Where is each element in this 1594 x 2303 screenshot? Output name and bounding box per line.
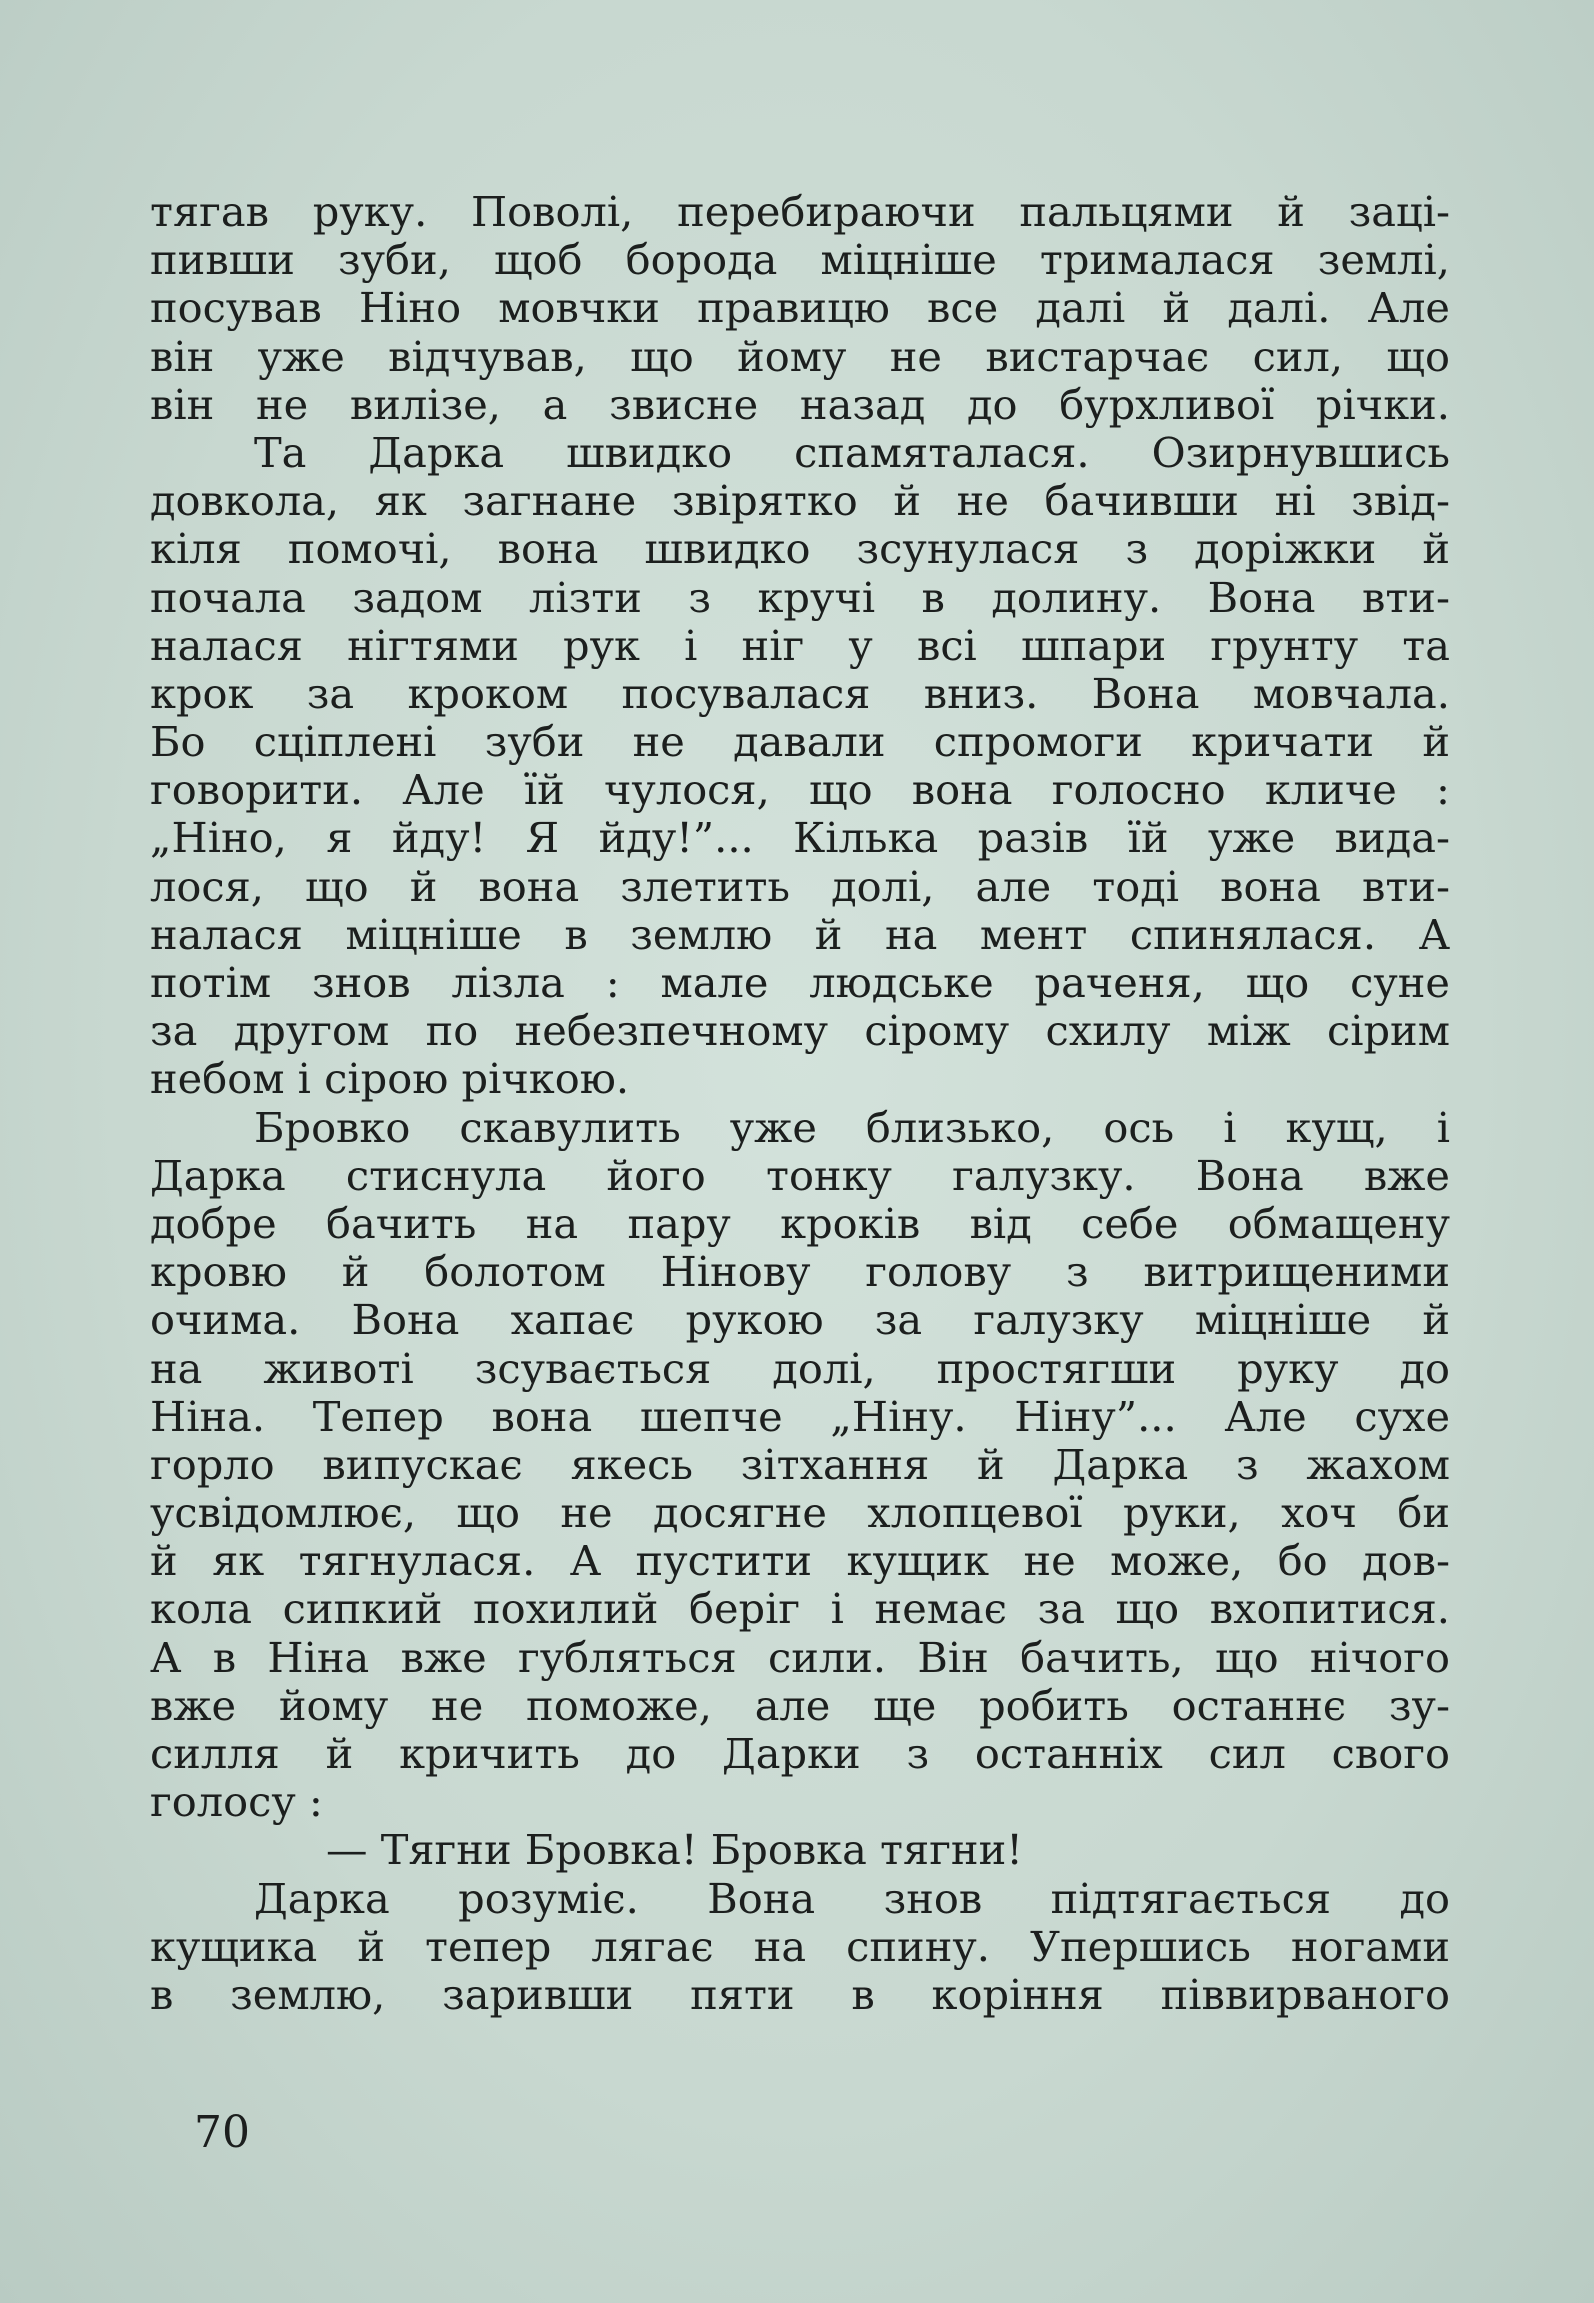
text-line: за другом по небезпечному сірому схилу між сірим [150, 1007, 1450, 1056]
text-line: крок за кроком посувалася вниз. Вона мовчала. [150, 669, 1450, 718]
text-line: добре бачить на пару кроків від себе обмащену [150, 1199, 1450, 1248]
text-line: потім знов лізла : мале людське раченя, що суне [150, 959, 1450, 1007]
text-line: говорити. Але їй чулося, що вона голосно кличе : [150, 766, 1450, 815]
text-line: кола сипкий похилий беріг і немає за що вхопитися. [150, 1585, 1450, 1634]
text-line: Бо сціплені зуби не давали спромоги кричати й [150, 718, 1450, 767]
text-line: налася міцніше в землю й на мент спинялася. А [150, 910, 1450, 959]
text-line: Дарка стиснула його тонку галузку. Вона вже [150, 1151, 1450, 1200]
text-line: в землю, заривши пяти в коріння піввирваного [150, 1970, 1450, 2019]
paragraph-2 [150, 429, 1450, 1104]
text-line: А в Ніна вже губляться сили. Він бачить, що нічого [150, 1633, 1450, 1682]
text-line: він не вилізе, а звисне назад до бурхливої річки. [150, 380, 1450, 429]
text-line: вже йому не поможе, але ще робить останнє зу- [150, 1681, 1450, 1730]
paragraph-4 [150, 1875, 1450, 2020]
text-line: кущика й тепер лягає на спину. Упершись ногами [150, 1922, 1450, 1971]
paragraph-1 [150, 188, 1450, 429]
text-line: довкола, як загнане звірятко й не бачивши ні звід- [150, 477, 1450, 526]
text-line: Бровко скавулить уже близько, ось і кущ, і [254, 1103, 1450, 1152]
text-line: Дарка розуміє. Вона знов підтягається до [254, 1874, 1450, 1923]
text-line: на животі зсувається долі, простягши руку до [150, 1344, 1450, 1393]
text-line: він уже відчував, що йому не вистарчає сил, що [150, 332, 1450, 381]
text-line: налася нігтями рук і ніг у всі шпари грунту та [150, 621, 1450, 670]
text-line: Ніна. Тепер вона шепче „Ніну. Ніну”... Але сухе [150, 1392, 1450, 1441]
text-line: горло випускає якесь зітхання й Дарка з жахом [150, 1440, 1450, 1489]
text-line: Та Дарка швидко спамяталася. Озирнувшись [254, 428, 1450, 477]
text-line: силля й кричить до Дарки з останніх сил свого [150, 1730, 1450, 1778]
text-line: посував Ніно мовчки правицю все далі й далі. Але [150, 284, 1450, 333]
text-line: „Ніно, я йду! Я йду!”... Кілька разів їй уже вида- [150, 814, 1450, 863]
text-line: кіля помочі, вона швидко зсунулася з доріжки й [150, 525, 1450, 574]
page-text [150, 188, 1450, 2019]
text-line: — Тягни Бровка! Бровка тягни! [326, 1826, 1023, 1875]
dialogue-line [150, 1826, 1450, 1874]
text-line: небом і сірою річкою. [150, 1055, 630, 1104]
text-line: усвідомлює, що не досягне хлопцевої руки, хоч би [150, 1489, 1450, 1538]
text-line: пивши зуби, щоб борода міцніше трималася землі, [150, 236, 1450, 285]
text-line: й як тягнулася. А пустити кущик не може, бо дов- [150, 1537, 1450, 1586]
text-line: почала задом лізти з кручі в долину. Вона вти- [150, 573, 1450, 622]
paragraph-3 [150, 1104, 1450, 1827]
text-line: лося, що й вона злетить долі, але тоді вона вти- [150, 862, 1450, 911]
text-line: кровю й болотом Нінову голову з витрищеними [150, 1248, 1450, 1297]
text-line: тягав руку. Поволі, перебираючи пальцями й заці- [150, 188, 1450, 236]
text-line: голосу : [150, 1778, 323, 1827]
page-number: 70 [194, 2107, 250, 2158]
text-line: очима. Вона хапає рукою за галузку міцніше й [150, 1296, 1450, 1345]
